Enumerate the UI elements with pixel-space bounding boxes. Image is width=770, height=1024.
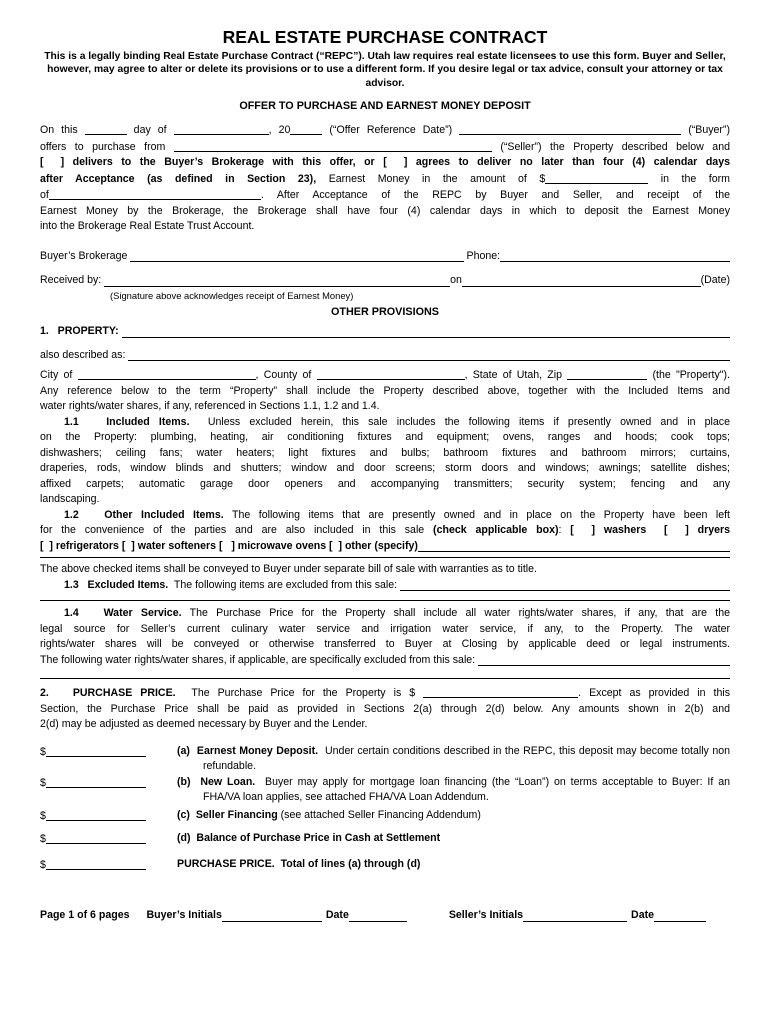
offer-line-4	[40, 171, 730, 188]
sellers-date-blank[interactable]	[654, 921, 706, 922]
offer-in-form: in the form	[648, 172, 730, 185]
county-of-label: , County of	[255, 369, 317, 382]
s2-line-3	[40, 717, 730, 733]
dollar-sign: $	[40, 833, 46, 846]
received-date-blank[interactable]	[462, 286, 701, 287]
s2-text-2: . Except as provided in this	[578, 687, 730, 700]
sellers-date-label: Date	[631, 909, 655, 921]
offer-earnest-amount: Earnest Money in the amount of $	[328, 172, 546, 185]
excluded-items-blank[interactable]	[400, 590, 730, 591]
brokerage-line	[40, 249, 730, 265]
offer-month-blank[interactable]	[174, 122, 269, 135]
price-row-total	[40, 857, 730, 874]
price-total-label: PURCHASE PRICE. Total of lines (a) through (d)	[177, 857, 421, 870]
s11-text-3: dishwashers; ceiling fans; water heaters; light fixtures and bulbs; bathroom fixtures and bathroom mirrors; curtains,	[40, 446, 730, 459]
price-a-letter: (a)	[177, 744, 197, 757]
divider-rule-2	[40, 600, 730, 601]
offer-heading: OFFER TO PURCHASE AND EARNEST MONEY DEPOSIT	[239, 99, 531, 112]
s14-text-3: rights/water shares will be conveyed or otherwise transferred to Buyer at Closing by applicable deed or legal instruments.	[40, 638, 730, 651]
also-described-label: also described as:	[40, 348, 129, 361]
city-water-rights-text: water rights/water shares, if any, referenced in Sections 1.1, 1.2 and 1.4.	[40, 400, 380, 413]
price-a-blank[interactable]	[46, 744, 146, 757]
page-title: REAL ESTATE PURCHASE CONTRACT	[222, 27, 548, 47]
city-blank[interactable]	[78, 367, 256, 380]
price-d-desc	[177, 831, 730, 848]
price-c-letter: (c)	[177, 808, 196, 821]
price-total-amount	[40, 857, 177, 874]
offer-seller-name-blank[interactable]	[174, 139, 492, 152]
price-b-label: New Loan.	[200, 775, 256, 788]
water-excluded-blank[interactable]	[478, 665, 730, 666]
s12-colon: :	[558, 524, 571, 537]
s12-text-1: The following items that are presently owned and in place on the Property have been left	[223, 508, 730, 521]
divider-rule-1	[40, 557, 730, 558]
also-described-blank[interactable]	[128, 360, 730, 361]
city-line-2	[40, 384, 730, 400]
offer-seller-label: (“Seller”) the Property described below and	[491, 140, 730, 153]
sellers-initials-label: Seller’s Initials	[448, 909, 524, 921]
page-number: Page 1 of 6 pages	[40, 909, 130, 921]
section-1-4	[40, 606, 730, 668]
s12-appliance-checkboxes: [ ] refrigerators [ ] water softeners [ ] microwave ovens [ ] other (specify)	[40, 539, 418, 552]
received-date-label: (Date)	[700, 274, 730, 287]
offer-form-blank[interactable]	[49, 187, 261, 200]
city-of-label: City of	[40, 369, 78, 382]
county-blank[interactable]	[317, 367, 465, 380]
section-1-2	[40, 508, 730, 555]
offer-amount-blank[interactable]	[545, 171, 648, 184]
s11-line-2	[40, 430, 730, 446]
offer-after-repc: . After Acceptance of the REPC by Buyer and Seller, and receipt of the	[260, 189, 730, 202]
price-b-text: Buyer may apply for mortgage loan financing (the “Loan”) on terms acceptable to Buyer: If an FHA/VA loan applies, see attached FHA/VA Loan Addendum.	[203, 775, 730, 804]
price-b-blank[interactable]	[46, 775, 146, 788]
price-a-label: Earnest Money Deposit.	[196, 744, 319, 757]
price-a-text: Under certain conditions described in the REPC, this deposit may become totally non refundable.	[203, 744, 731, 773]
also-described-line	[40, 348, 730, 364]
s11-line-3	[40, 446, 730, 462]
buyers-date-blank[interactable]	[349, 921, 407, 922]
offer-line-1	[40, 122, 730, 139]
price-total-desc	[177, 857, 730, 874]
price-c-amount	[40, 808, 177, 825]
s14-line-3	[40, 637, 730, 653]
sellers-initials-blank[interactable]	[523, 921, 627, 922]
price-c-blank[interactable]	[46, 808, 146, 821]
divider-rule-3	[40, 678, 730, 679]
city-reference-text: Any reference below to the term “Property” shall include the Property described above, together with the Included Items and	[40, 384, 730, 397]
s2-line-2	[40, 702, 730, 718]
price-d-blank[interactable]	[46, 831, 146, 844]
s14-text-2: legal source for Seller’s current culinary water service and irrigation water service, if any, to the Property. The water	[40, 622, 730, 635]
s2-text-4: 2(d) may be adjusted as deemed necessary by Buyer and the Lender.	[40, 718, 368, 731]
offer-line-3	[40, 155, 730, 171]
s11-line-1	[40, 415, 730, 431]
price-row-c	[40, 808, 730, 825]
property-label: 1. PROPERTY:	[40, 325, 122, 338]
other-provisions-heading: OTHER PROVISIONS	[331, 305, 439, 318]
offer-trust-account-text: into the Brokerage Real Estate Trust Account.	[40, 220, 255, 233]
s14-line-2	[40, 622, 730, 638]
received-on-label: on	[450, 274, 462, 287]
s13-text: The following items are excluded from this sale:	[168, 578, 401, 591]
s11-text-2: on the Property: plumbing, heating, air conditioning fixtures and equipment; ovens, ranges and hoods; cook tops;	[40, 431, 730, 444]
s11-text-6: landscaping.	[40, 493, 100, 506]
s11-text-1: Unless excluded herein, this sale includes the following items if presently owned and in place	[189, 415, 730, 428]
buyers-date-label: Date	[325, 909, 349, 921]
s14-heading: 1.4 Water Service.	[64, 607, 182, 620]
s12-line-1	[40, 508, 730, 524]
s11-line-4	[40, 461, 730, 477]
property-blank[interactable]	[122, 337, 730, 338]
purchase-price-blank[interactable]	[423, 685, 578, 698]
other-specify-blank[interactable]	[418, 551, 730, 552]
s2-text-1: The Purchase Price for the Property is $	[175, 687, 424, 700]
offer-reference-date: (“Offer Reference Date”)	[322, 124, 460, 137]
price-b-amount	[40, 775, 177, 806]
price-b-letter: (b)	[177, 775, 201, 788]
price-d-label: Balance of Purchase Price in Cash at Settlement	[196, 832, 441, 845]
section-2	[40, 685, 730, 733]
page-footer	[40, 908, 730, 924]
s14-line-1	[40, 606, 730, 622]
section-1-1	[40, 415, 730, 508]
s14-line-4	[40, 653, 730, 669]
offer-line-7	[40, 219, 730, 235]
state-zip-label: , State of Utah, Zip	[464, 369, 568, 382]
offer-line-2	[40, 139, 730, 156]
offer-year-prefix: , 20	[268, 124, 291, 137]
price-c-desc	[177, 808, 730, 825]
received-by-label: Received by:	[40, 274, 105, 287]
price-c-text: (see attached Seller Financing Addendum)	[277, 808, 481, 821]
price-a-desc	[177, 744, 730, 775]
city-line-1	[40, 367, 730, 384]
s11-heading: 1.1 Included Items.	[64, 415, 190, 428]
received-line	[40, 273, 730, 289]
s12-text-2: for the convenience of the parties and are also included in this sale	[40, 524, 434, 537]
s14-text-4: The following water rights/water shares, if applicable, are specifically excluded from this sale:	[40, 653, 479, 666]
price-total-blank[interactable]	[46, 857, 146, 870]
s12-line-3	[40, 539, 730, 555]
city-line-3	[40, 399, 730, 415]
dollar-sign: $	[40, 858, 46, 871]
offer-deposit-text: Earnest Money by the Brokerage, the Brokerage shall have four (4) calendar days in which to deposit the Earnest Money	[40, 204, 730, 217]
property-line	[40, 324, 730, 340]
above-checked-line	[40, 562, 730, 578]
phone-blank[interactable]	[500, 261, 730, 262]
s11-text-5: affixed carpets; automatic garage door openers and accompanying transmitters; security system; fencing and any	[40, 477, 730, 490]
dollar-sign: $	[40, 745, 46, 758]
dollar-sign: $	[40, 776, 46, 789]
s11-line-5	[40, 477, 730, 493]
price-row-d	[40, 831, 730, 848]
city-paragraph	[40, 367, 730, 415]
buyers-initials-label: Buyer’s Initials	[146, 909, 222, 921]
offer-line-6	[40, 204, 730, 220]
offer-year-blank[interactable]	[290, 122, 322, 135]
zip-blank[interactable]	[567, 367, 647, 380]
s12-line-2	[40, 523, 730, 539]
price-row-a	[40, 744, 730, 775]
price-a-amount	[40, 744, 177, 775]
s12-washers-dryers-checkboxes: [ ] washers [ ] dryers	[570, 524, 731, 537]
offer-of: of	[40, 189, 49, 202]
offer-delivery-checkboxes: [ ] delivers to the Buyer’s Brokerage with this offer, or [ ] agrees to deliver no later than four (4) calendar days	[40, 156, 730, 169]
offer-paragraph	[40, 122, 730, 235]
offer-on-this: On this	[40, 124, 85, 137]
phone-label: Phone:	[463, 249, 501, 262]
offer-buyer-name-blank[interactable]	[459, 122, 681, 135]
above-checked-text: The above checked items shall be conveyed to Buyer under separate bill of sale with warranties as to title.	[40, 563, 537, 576]
buyers-initials-blank[interactable]	[222, 921, 322, 922]
offer-line-5	[40, 187, 730, 204]
price-d-amount	[40, 831, 177, 848]
offer-day-of: day of	[126, 124, 174, 137]
s11-text-4: draperies, rods, window blinds and shutters; window and door screens; storm doors and windows; awnings; satellite dishes;	[40, 462, 730, 475]
s13-heading: 1.3 Excluded Items.	[64, 578, 169, 591]
price-b-desc	[177, 775, 730, 806]
brokerage-name-blank[interactable]	[130, 261, 463, 262]
price-c-label: Seller Financing	[195, 808, 278, 821]
s2-text-3: Section, the Purchase Price shall be paid as provided in Sections 2(a) through 2(d) below. Any amounts shown in 2(b) and	[40, 702, 730, 715]
dollar-sign: $	[40, 809, 46, 822]
s12-heading: 1.2 Other Included Items.	[64, 508, 224, 521]
received-signature-blank[interactable]	[104, 286, 450, 287]
offer-purchase-from: offers to purchase from	[40, 140, 174, 153]
price-d-letter: (d)	[177, 832, 197, 845]
section-1-3	[40, 578, 730, 594]
s2-line-1	[40, 685, 730, 702]
offer-day-blank[interactable]	[85, 122, 127, 135]
signature-caption: (Signature above acknowledges receipt of Earnest Money)	[110, 289, 354, 301]
s2-heading: 2. PURCHASE PRICE.	[40, 687, 176, 700]
price-row-b	[40, 775, 730, 806]
offer-after-acceptance: after Acceptance (as defined in Section 23),	[40, 172, 329, 185]
offer-buyer-label: (“Buyer”)	[681, 124, 730, 137]
s11-line-6	[40, 492, 730, 508]
the-property-label: (the "Property").	[647, 369, 730, 382]
legal-disclaimer: This is a legally binding Real Estate Purchase Contract (“REPC”). Utah law requires real estate licensees to use this form. Buyer and Seller, however, may agree to alter or delete its provisions or to use a different form. If you desire legal or tax advice, consult your attorney or tax advisor.	[44, 51, 726, 89]
s12-check-box-label: (check applicable box)	[433, 524, 559, 537]
brokerage-label: Buyer’s Brokerage	[40, 249, 131, 262]
s14-text-1: The Purchase Price for the Property shall include all water rights/water shares, if any, that are the	[181, 607, 731, 620]
